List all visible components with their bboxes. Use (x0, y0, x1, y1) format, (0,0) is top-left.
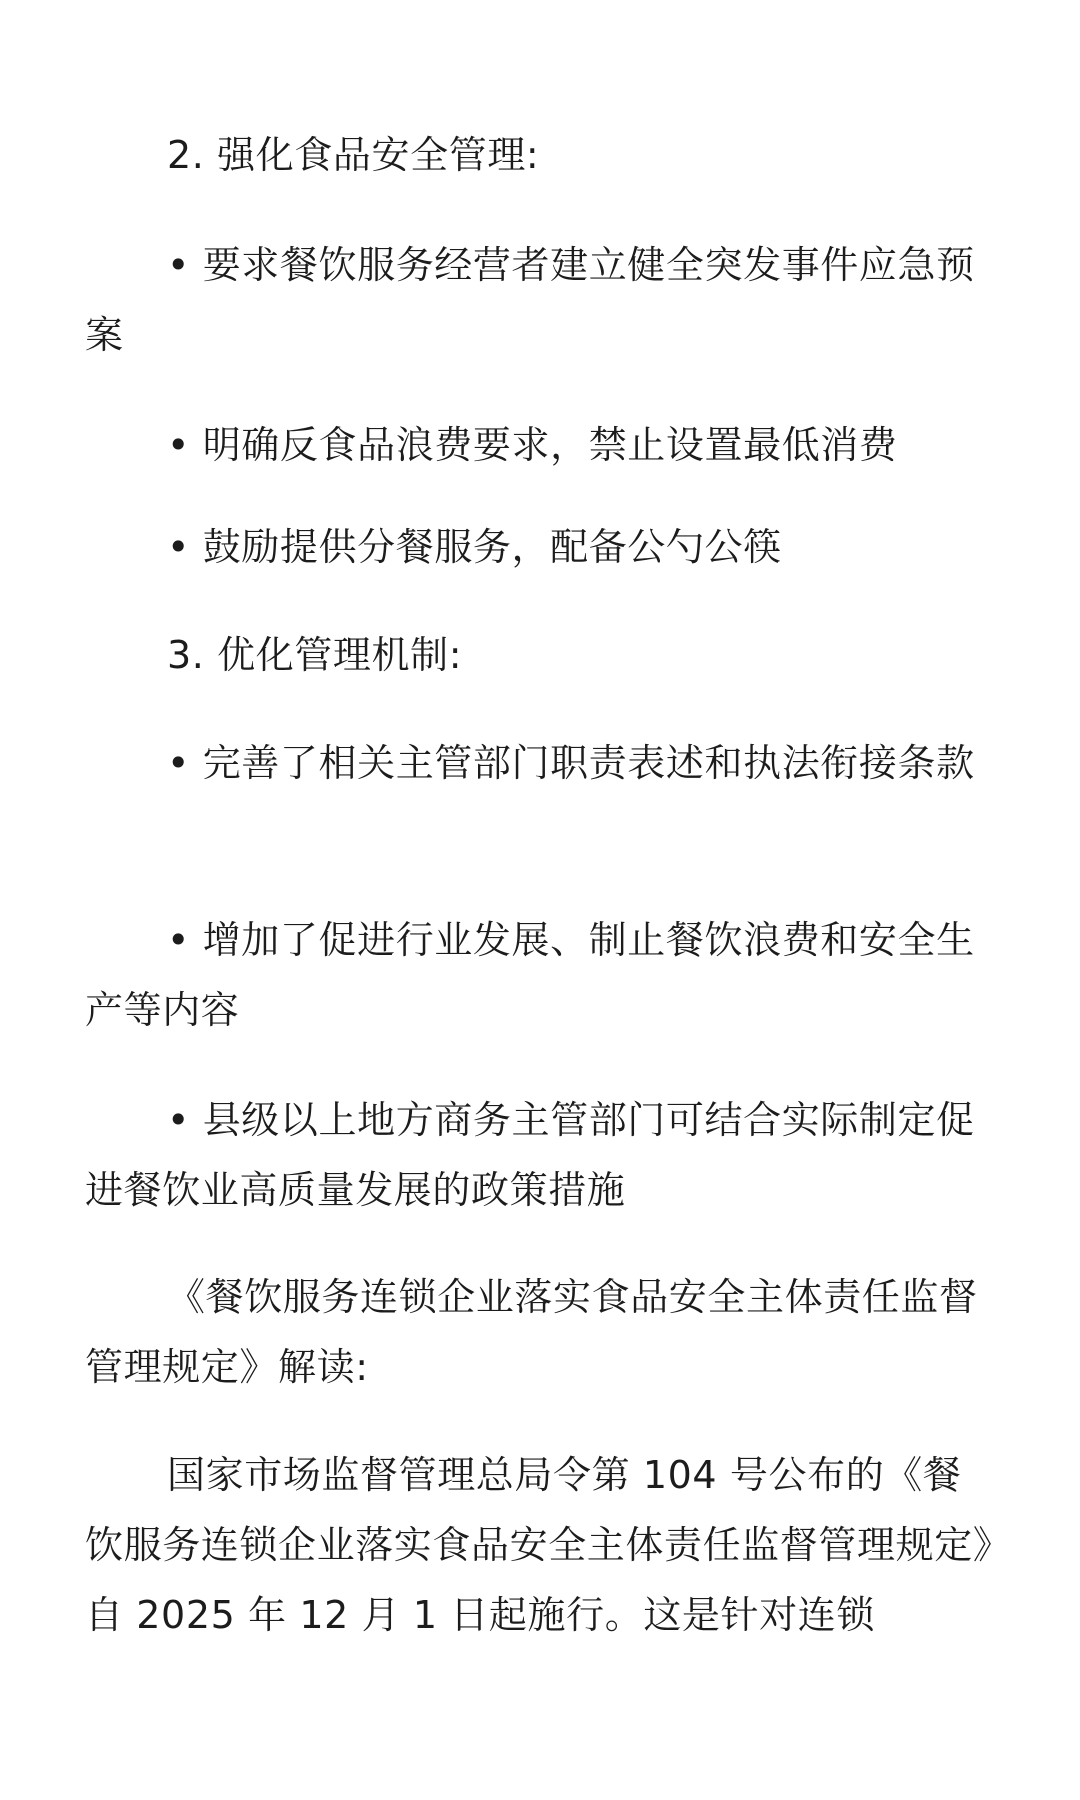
list-item: • 要求餐饮服务经营者建立健全突发事件应急预案 (85, 243, 975, 357)
section-heading-food-safety: 2. 强化食品安全管理: (167, 133, 540, 177)
body-paragraph: 国家市场监督管理总局令第 104 号公布的《餐饮服务连锁企业落实食品安全主体责任监督管理规定》自 2025 年 12 月 1 日起施行。这是针对连锁 (85, 1453, 993, 1637)
list-item: • 县级以上地方商务主管部门可结合实际制定促进餐饮业高质量发展的政策措施 (85, 1098, 975, 1212)
section-heading-management: 3. 优化管理机制: (167, 633, 463, 677)
list-item: • 完善了相关主管部门职责表述和执法衔接条款 (167, 741, 975, 785)
list-item: • 鼓励提供分餐服务，配备公勺公筷 (167, 525, 782, 569)
regulation-title: 《餐饮服务连锁企业落实食品安全主体责任监督管理规定》解读: (85, 1275, 978, 1389)
list-item: • 增加了促进行业发展、制止餐饮浪费和安全生产等内容 (85, 918, 975, 1032)
list-item: • 明确反食品浪费要求，禁止设置最低消费 (167, 423, 898, 467)
